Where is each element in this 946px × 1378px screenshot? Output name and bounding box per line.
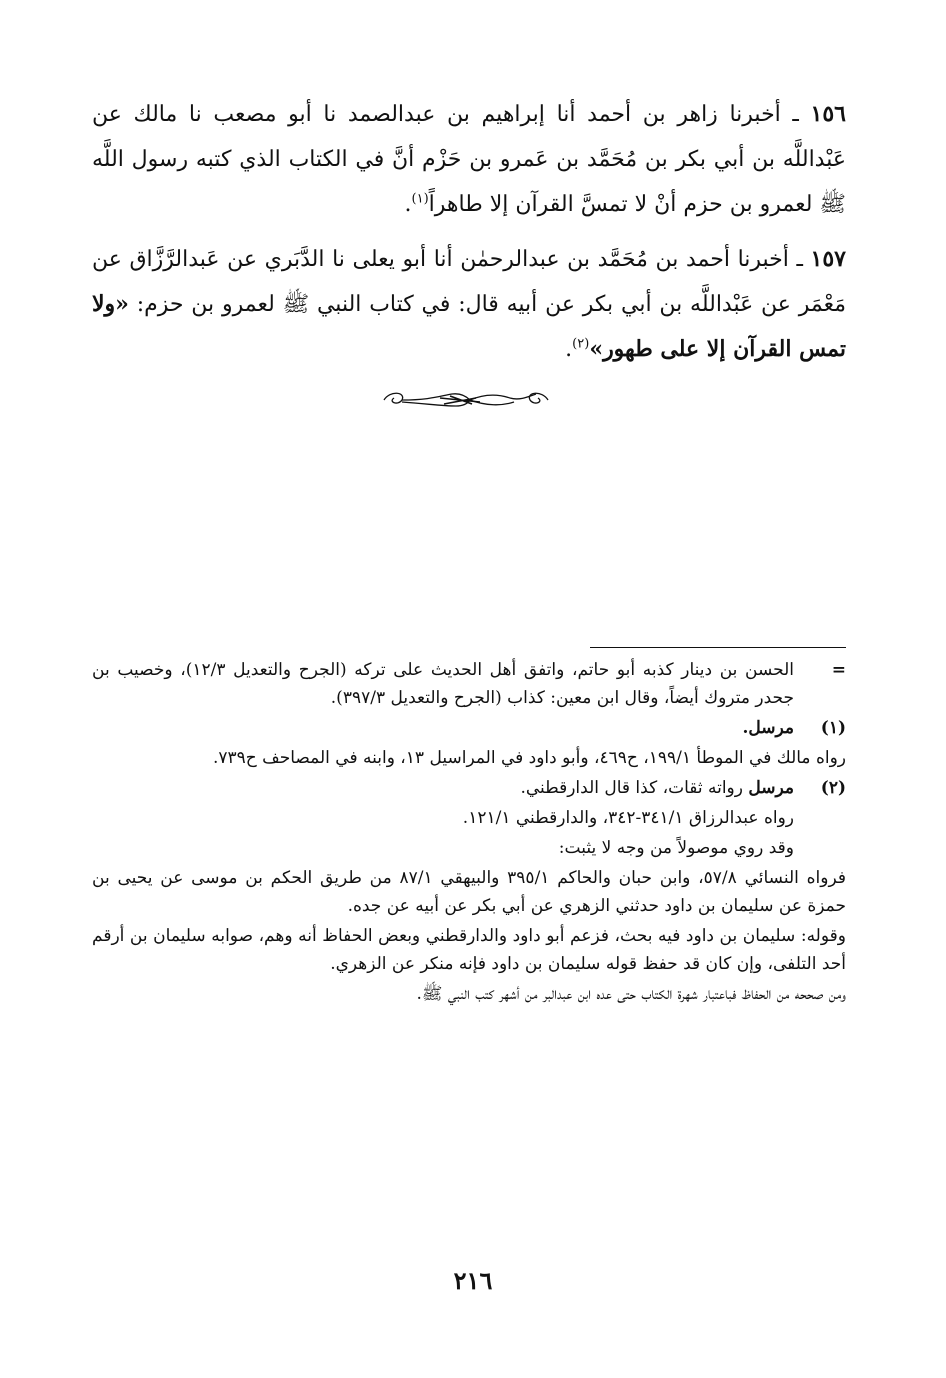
footnote-heading-line [92,774,794,802]
footnote-separator [590,647,846,648]
hadith-end: . [404,192,412,217]
footnote-ref: (١) [411,191,429,207]
footnote-1 [92,714,846,772]
footnote-paragraph: فرواه النسائي ٥٧/٨، وابن حبان والحاكم ٣٩٥/١ والبيهقي ٨٧/١ من طريق الحكم بن موسى عن يحيى بن حمزة عن سليمان بن داود حدثني الزهري عن أبي بكر عن أبيه عن جده. [92,868,846,916]
footnote-mark: = [831,660,846,680]
decorative-flourish-icon [380,386,552,414]
hadith-156 [92,92,846,227]
footnote-paragraph: ومن صححه من الحفاظ فباعتبار شهرة الكتاب حتى عده ابن عبدالبر من أشهر كتب النبي ﷺ. [416,984,846,1004]
footnote-ref: (٢) [572,336,590,352]
footnote-mark: (٢) [820,778,846,798]
footnote-paragraph: وقوله: سليمان بن داود فيه بحث، فزعم أبو داود والدارقطني وبعض الحفاظ أنه وهم، صوابه سليمان بن أرقم أحد التلفى، وإن كان قد حفظ قوله سليمان بن داود فإنه منكر عن الزهري. [92,926,846,974]
hadith-end: . [565,337,573,362]
footnote-paragraph: رواه عبدالرزاق ٣٤١/١-٣٤٢، والدارقطني ١٢١/١. [462,808,794,828]
footnote-text: الحسن بن دينار كذبه أبو حاتم، واتفق أهل الحديث على تركه (الجرح والتعديل ١٢/٣)، وخصيب بن جحدر متروك أيضاً، وقال ابن معين: كذاب (الجرح والتعديل ٣٩٧/٣). [92,660,794,708]
hadith-number: ١٥٦ [810,101,846,127]
page-number: ٢١٦ [453,1266,493,1295]
footnote-paragraph: وقد روي موصولاً من وجه لا يثبت: [558,838,794,858]
footnote-heading: مرسل [748,778,794,798]
footnote-continued [92,656,846,712]
footnotes [92,656,846,1010]
footnote-2 [92,774,846,1008]
hadith-quote: «ولا تمس القرآن إلا على طهور» [92,291,846,362]
footnote-heading-rest: رواته ثقات، كذا قال الدارقطني. [520,778,749,798]
footnote-mark: (١) [820,718,846,738]
hadith-number: ١٥٧ [810,246,846,272]
footnote-text: رواه مالك في الموطأ ١٩٩/١، ح٤٦٩، وأبو داود في المراسيل ١٣، وابنه في المصاحف ح٧٣٩. [212,748,846,768]
main-text [92,92,846,382]
hadith-text: ـ أخبرنا زاهر بن أحمد أنا إبراهيم بن عبدالصمد نا أبو مصعب نا مالك عن عَبْداللَّه بن أبي بكر بن مُحَمَّد بن عَمرو بن حَزْم أنَّ في الكتاب الذي كتبه رسول اللَّه ﷺ لعمرو بن حزم أنْ لا تمسَّ القرآن إلا طاهراً [92,102,846,217]
footnote-heading: مرسل. [742,718,794,738]
hadith-157 [92,237,846,372]
hadith-text: ـ أخبرنا أحمد بن مُحَمَّد بن عبدالرحمٰن أنا أبو يعلى نا الدَّبَري عن عَبدالرَّزَّاق عن مَعْمَر عن عَبْداللَّه بن أبي بكر عن أبيه قال: في كتاب النبي ﷺ لعمرو بن حزم: [92,247,846,317]
